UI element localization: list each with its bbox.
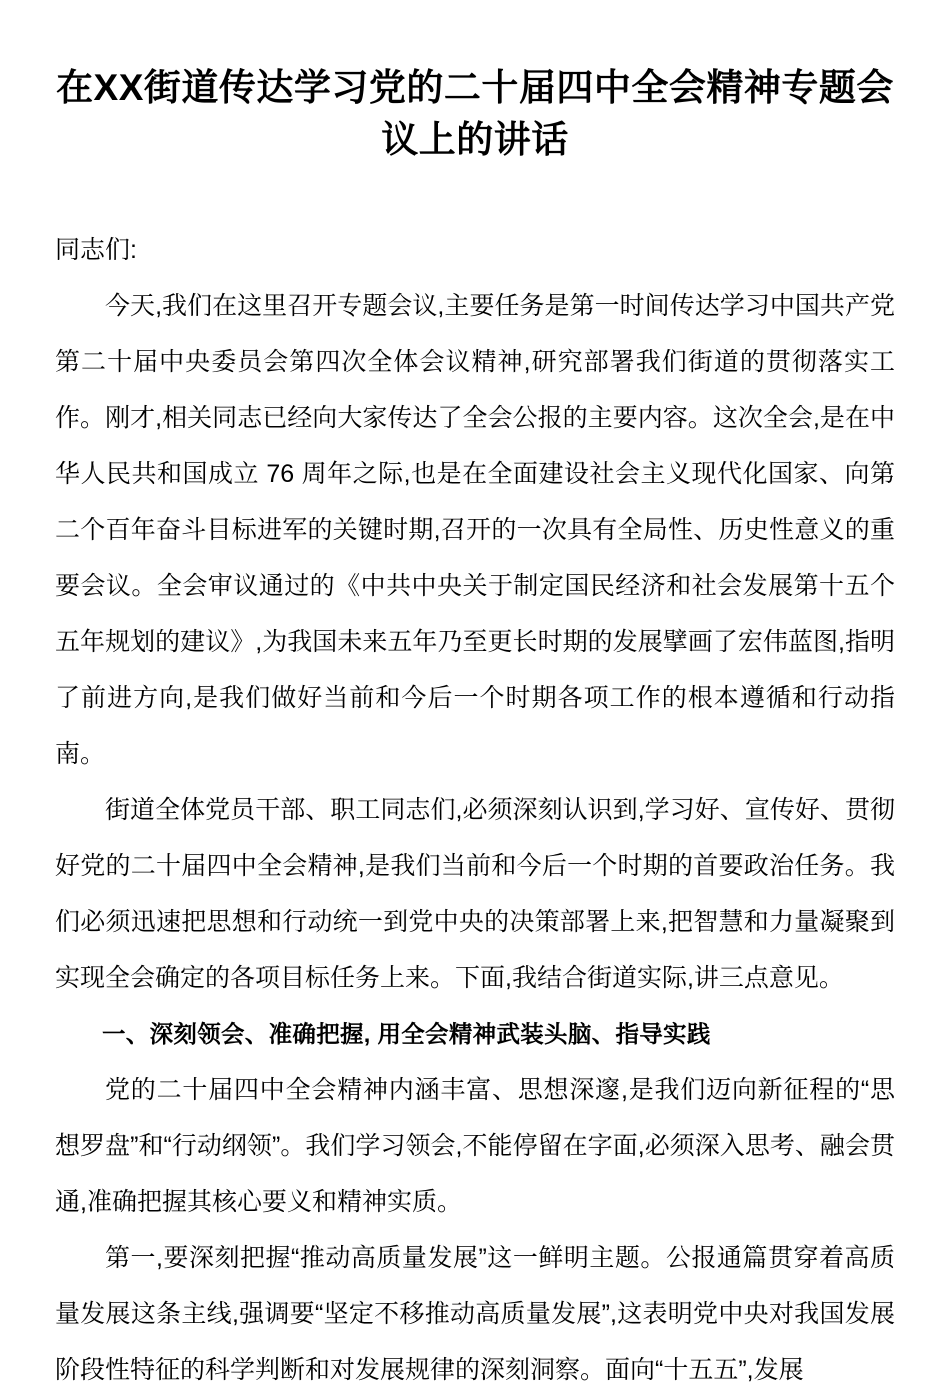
document-title: 在XX街道传达学习党的二十届四中全会精神专题会议上的讲话 xyxy=(56,67,894,160)
body-paragraph-2: 街道全体党员干部、职工同志们,必须深刻认识到,学习好、宣传好、贯彻好党的二十届四中全会精神,是我们当前和今后一个时期的首要政治任务。我们必须迅速把思想和行动统一到党中央的决策部署上来,把智慧和力量凝聚到实现全会确定的各项目标任务上来。下面,我结合街道实际,讲三点意见。 xyxy=(55,796,895,992)
salutation: 同志们: xyxy=(55,236,137,264)
document-body xyxy=(55,0,895,1398)
body-paragraph-4: 第一,要深刻把握“推动高质量发展”这一鲜明主题。公报通篇贯穿着高质量发展这条主线,强调要“坚定不移推动高质量发展”,这表明党中央对我国发展阶段性特征的科学判断和对发展规律的深刻洞察。面向“十五五”,发展 xyxy=(55,1244,895,1384)
section-heading-1: 一、深刻领会、准确把握, 用全会精神武装头脑、指导实践 xyxy=(102,1021,711,1047)
body-paragraph-1: 今天,我们在这里召开专题会议,主要任务是第一时间传达学习中国共产党第二十届中央委员会第四次全体会议精神,研究部署我们街道的贯彻落实工作。刚才,相关同志已经向大家传达了全会公报的主要内容。这次全会,是在中华人民共和国成立 76 周年之际,也是在全面建设社会主义现代化国家、向第二个百年奋斗目标进军的关键时期,召开的一次具有全局性、历史性意义的重要会议。全会审议通过的《中共中央关于制定国民经济和社会发展第十五个五年规划的建议》,为我国未来五年乃至更长时期的发展擘画了宏伟蓝图,指明了前进方向,是我们做好当前和今后一个时期各项工作的根本遵循和行动指南。 xyxy=(55,292,895,768)
body-paragraph-3: 党的二十届四中全会精神内涵丰富、思想深邃,是我们迈向新征程的“思想罗盘”和“行动纲领”。我们学习领会,不能停留在字面,必须深入思考、融会贯通,准确把握其核心要义和精神实质。 xyxy=(55,1076,895,1216)
